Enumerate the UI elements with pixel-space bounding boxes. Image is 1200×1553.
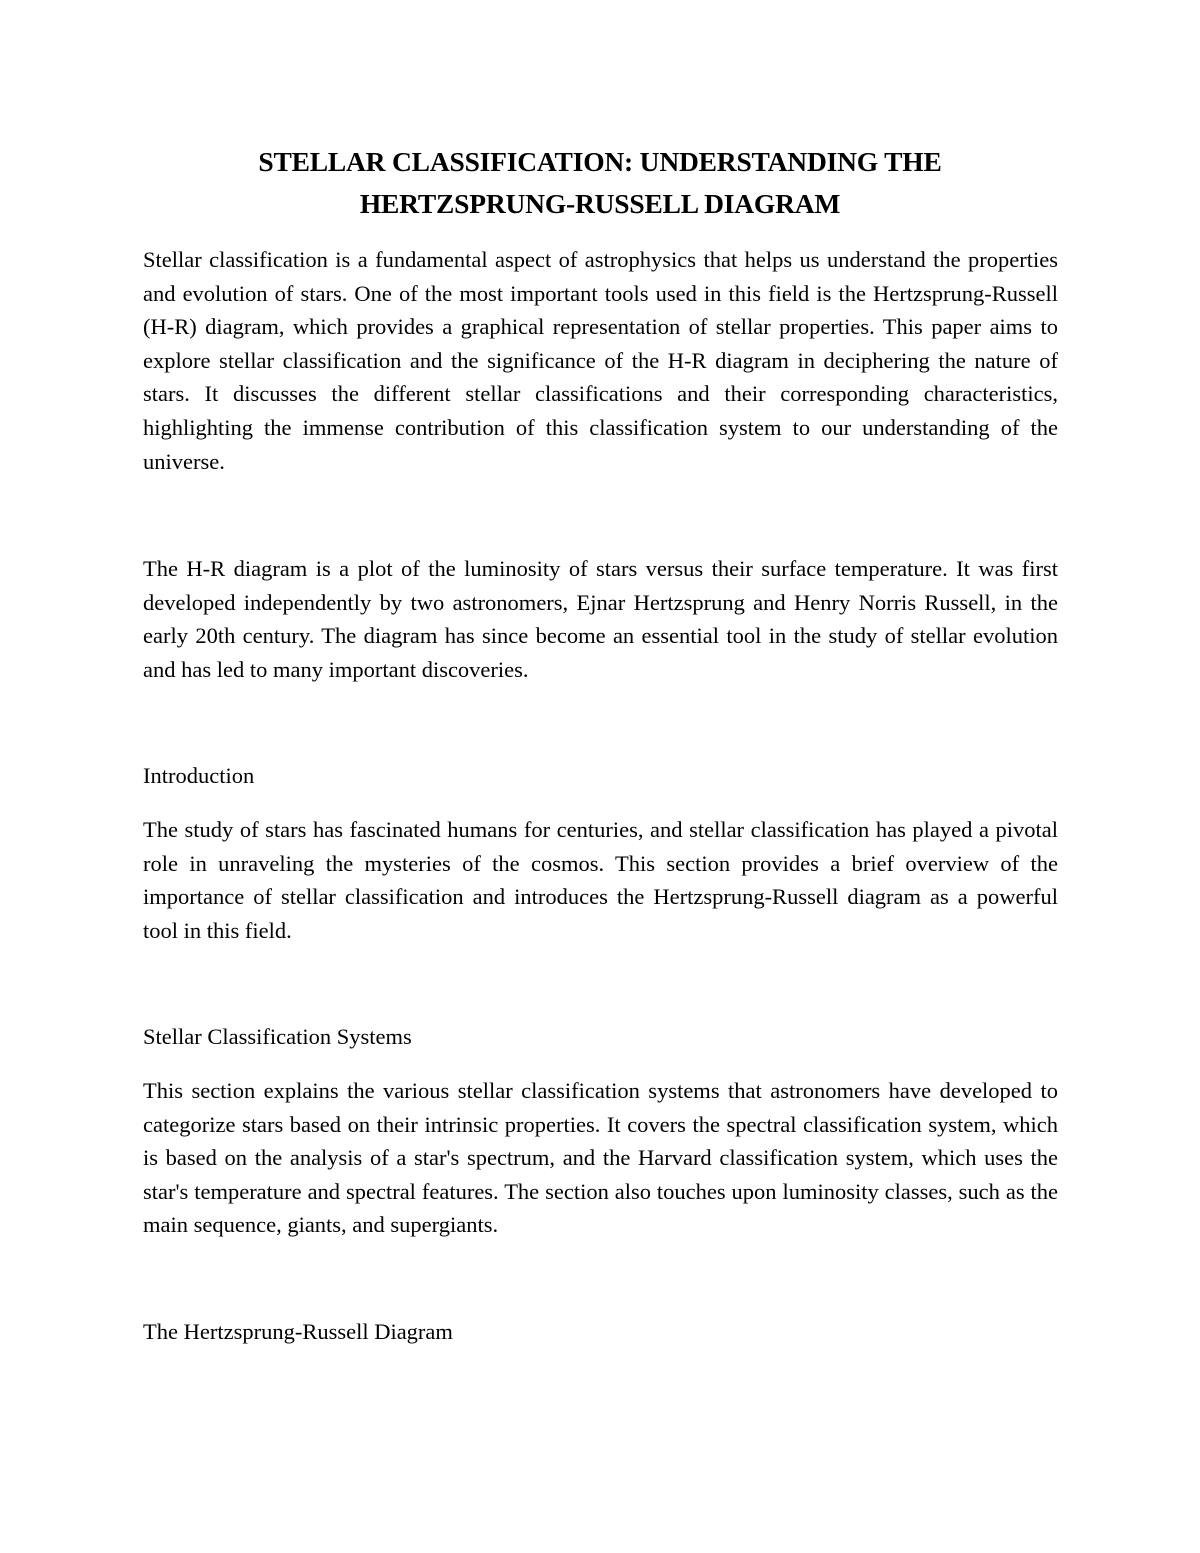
title-line-2: HERTZSPRUNG-RUSSELL DIAGRAM — [359, 188, 841, 219]
introduction-paragraph: The study of stars has fascinated humans for centuries, and stellar classification has played a pivotal role in unraveling the mysteries of the cosmos. This section provides a brief overview of the importance of stellar classification and introduces the Hertzsprung-Russell diagram as a powerful tool in this field. — [143, 817, 1058, 943]
hr-diagram-heading: The Hertzsprung-Russell Diagram — [143, 1319, 453, 1344]
classification-systems-paragraph: This section explains the various stellar classification systems that astronomers have developed to categorize stars based on their intrinsic properties. It covers the spectral classification system, which is based on the analysis of a star's spectrum, and the Harvard classification system, which uses the star's temperature and spectral features. The section also touches upon luminosity classes, such as the main sequence, giants, and supergiants. — [143, 1078, 1058, 1238]
abstract-paragraph: Stellar classification is a fundamental aspect of astrophysics that helps us understand the properties and evolution of stars. One of the most important tools used in this field is the Hertzsprung-Russell (H-R) diagram, which provides a graphical representation of stellar properties. This paper aims to explore stellar classification and the significance of the H-R diagram in deciphering the nature of stars. It discusses the different stellar classifications and their corresponding characteristics, highlighting the immense contribution of this classification system to our understanding of the universe. — [143, 247, 1058, 474]
hr-overview-paragraph: The H-R diagram is a plot of the luminosity of stars versus their surface temperature. It was first developed independently by two astronomers, Ejnar Hertzsprung and Henry Norris Russell, in the early 20th century. The diagram has since become an essential tool in the study of stellar evolution and has led to many important discoveries. — [143, 556, 1058, 682]
title-line-1: STELLAR CLASSIFICATION: UNDERSTANDING THE — [258, 146, 942, 177]
document-title — [140, 141, 1060, 225]
classification-systems-heading: Stellar Classification Systems — [143, 1024, 412, 1049]
introduction-heading: Introduction — [143, 763, 255, 788]
